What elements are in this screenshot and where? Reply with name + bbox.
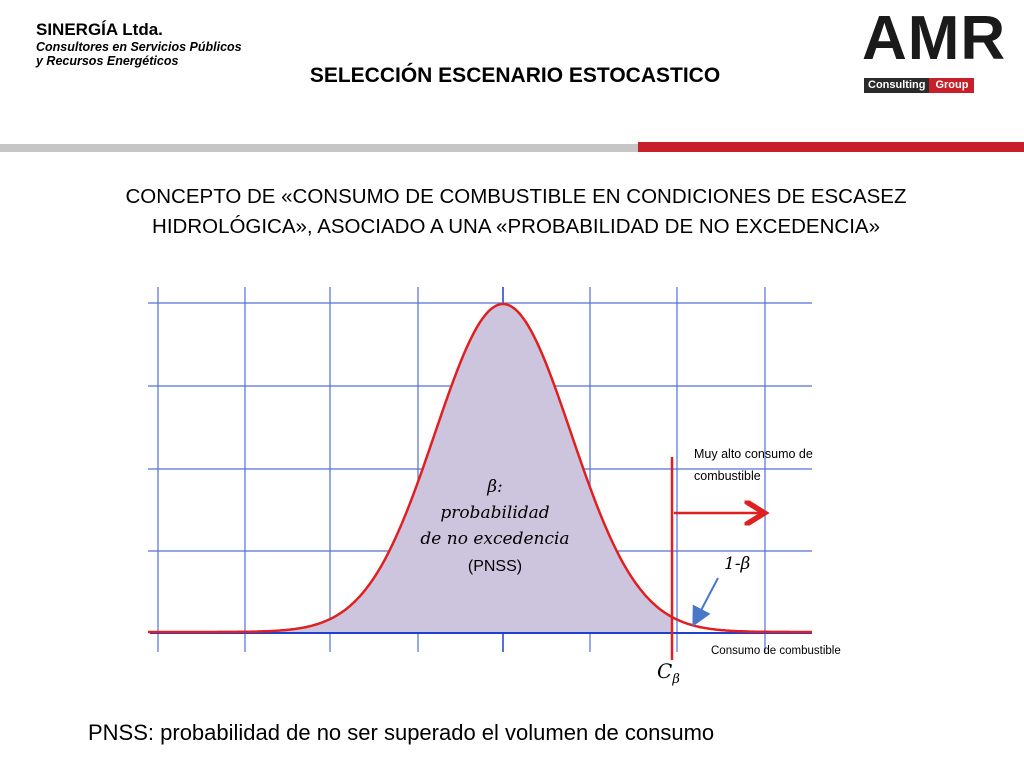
- threshold-label: [657, 659, 680, 687]
- one-minus-beta-label: 1-β: [724, 554, 751, 574]
- threshold-subscript: β: [672, 672, 680, 687]
- concept-line-1: CONCEPTO DE «CONSUMO DE COMBUSTIBLE EN CONDICIONES DE ESCASEZ: [125, 185, 907, 208]
- beta-symbol: β:: [487, 477, 503, 497]
- beta-label-no-excedencia: de no excedencia: [420, 529, 570, 549]
- beta-label-probabilidad: probabilidad: [440, 503, 550, 523]
- footer-note: PNSS: probabilidad de no ser superado el volumen de consumo: [88, 720, 715, 745]
- company-tagline-2: y Recursos Energéticos: [36, 53, 179, 68]
- tail-pointer-arrow: [697, 578, 718, 618]
- concept-line-2: HIDROLÓGICA», ASOCIADO A UNA «PROBABILIDAD DE NO EXCEDENCIA»: [152, 215, 880, 238]
- logo-main-text: AMR: [862, 4, 1007, 73]
- beta-label-pnss: (PNSS): [467, 558, 523, 575]
- x-axis-label: Consumo de combustible: [711, 645, 841, 657]
- high-consumption-label-1: Muy alto consumo de: [694, 447, 813, 461]
- company-name: SINERGÍA Ltda.: [36, 20, 163, 39]
- logo-sub-consulting: Consulting: [864, 78, 929, 93]
- slide-title: SELECCIÓN ESCENARIO ESTOCASTICO: [309, 64, 721, 87]
- company-tagline-1: Consultores en Servicios Públicos: [36, 39, 242, 54]
- high-consumption-label-2: combustible: [694, 469, 761, 483]
- threshold-letter: C: [657, 659, 673, 683]
- logo-sub-group: Group: [929, 78, 974, 93]
